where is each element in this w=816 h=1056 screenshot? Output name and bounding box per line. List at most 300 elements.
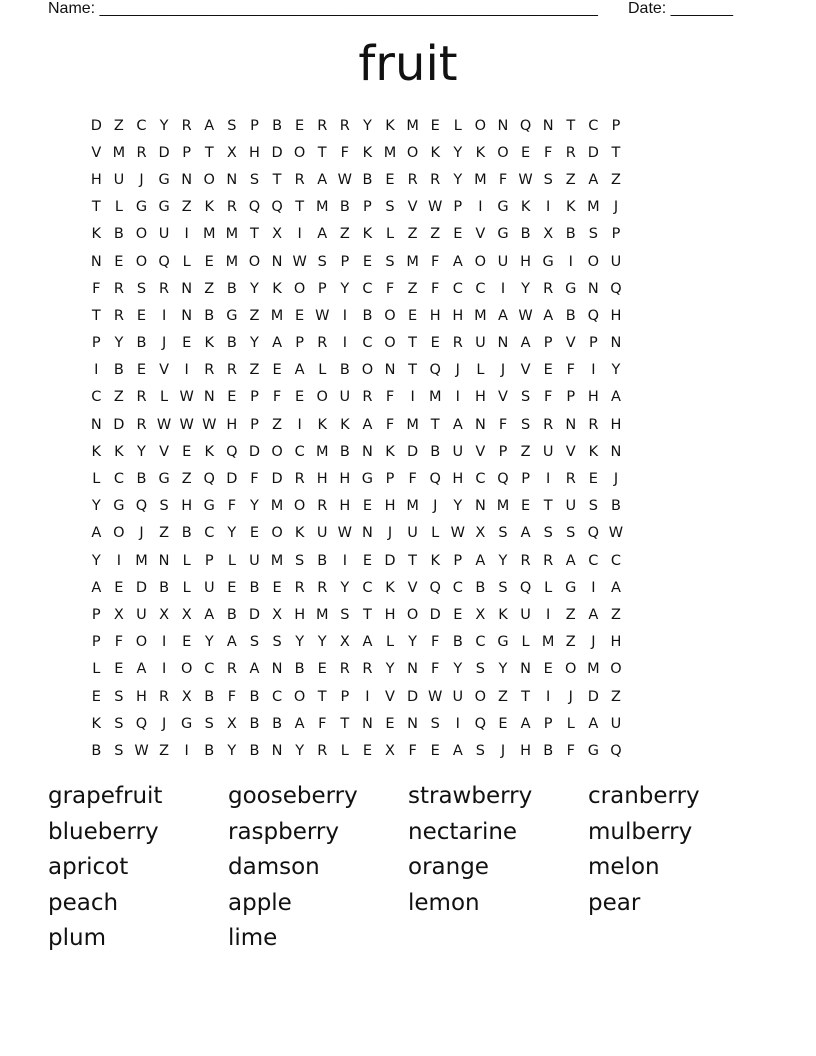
grid-letter: S xyxy=(475,742,485,759)
grid-letter: N xyxy=(90,253,102,270)
grid-letter: O xyxy=(406,606,419,623)
grid-letter: S xyxy=(227,117,237,134)
grid-letter: J xyxy=(387,525,393,542)
grid-letter: N xyxy=(181,280,193,297)
grid-letter: M xyxy=(496,498,510,515)
grid-letter: J xyxy=(500,362,506,379)
grid-letter: A xyxy=(362,634,373,651)
grid-letter: O xyxy=(271,525,283,542)
grid-letter: S xyxy=(566,525,576,542)
grid-letter: C xyxy=(204,525,215,542)
grid-letter: U xyxy=(316,525,328,542)
grid-letter: I xyxy=(500,280,506,297)
grid-letter: G xyxy=(565,579,577,596)
grid-letter: W xyxy=(518,307,533,324)
grid-letter: N xyxy=(158,552,170,569)
grid-letter: D xyxy=(248,606,261,623)
grid-letter: S xyxy=(543,525,553,542)
grid-letter: M xyxy=(587,199,600,216)
grid-letter: B xyxy=(226,606,237,623)
grid-letter: R xyxy=(362,389,373,406)
grid-letter: H xyxy=(339,498,351,515)
grid-letter: Y xyxy=(317,634,327,651)
grid-letter: A xyxy=(317,171,328,188)
grid-letter: V xyxy=(498,389,508,406)
grid-letter: L xyxy=(340,742,349,759)
grid-letter: I xyxy=(161,661,167,678)
grid-letter: J xyxy=(613,471,619,488)
grid-letter: T xyxy=(566,117,576,134)
grid-letter: G xyxy=(361,471,374,488)
grid-letter: P xyxy=(543,335,553,352)
grid-letter: T xyxy=(340,715,350,732)
grid-letter: F xyxy=(566,362,575,379)
grid-letter: M xyxy=(587,661,600,678)
grid-letter: F xyxy=(498,171,508,188)
grid-letter: N xyxy=(497,117,509,134)
grid-letter: K xyxy=(340,416,350,433)
grid-letter: T xyxy=(521,688,530,705)
grid-letter: M xyxy=(225,226,239,243)
grid-letter: A xyxy=(136,661,147,678)
grid-letter: U xyxy=(339,389,351,406)
grid-letter: I xyxy=(297,416,302,433)
grid-letter: B xyxy=(430,443,441,460)
grid-letter: Y xyxy=(498,552,508,569)
grid-letter: M xyxy=(112,144,126,161)
grid-letter: K xyxy=(272,280,282,297)
grid-letter: C xyxy=(362,280,373,297)
grid-letter: E xyxy=(430,742,440,759)
grid-row xyxy=(85,656,740,683)
grid-letter: Z xyxy=(430,226,441,243)
grid-letter: P xyxy=(566,389,576,406)
grid-letter: Y xyxy=(91,498,101,515)
grid-letter: O xyxy=(293,688,306,705)
grid-letter: L xyxy=(92,471,101,488)
grid-letter: X xyxy=(226,144,237,161)
grid-letter: A xyxy=(475,552,486,569)
grid-letter: A xyxy=(588,715,599,732)
word-list-item: raspberry xyxy=(228,818,340,845)
grid-letter: Q xyxy=(135,715,148,732)
grid-letter: O xyxy=(180,661,193,678)
grid-letter: I xyxy=(161,634,167,651)
grid-letter: R xyxy=(226,199,237,216)
grid-letter: R xyxy=(317,742,328,759)
grid-letter: S xyxy=(295,552,305,569)
grid-letter: E xyxy=(385,715,395,732)
grid-row xyxy=(85,221,740,248)
grid-letter: Y xyxy=(611,362,621,379)
grid-letter: B xyxy=(113,362,124,379)
grid-letter: B xyxy=(272,117,283,134)
grid-letter: R xyxy=(565,471,576,488)
word-list-item: damson xyxy=(228,854,320,881)
grid-letter: Z xyxy=(407,226,418,243)
grid-letter: I xyxy=(184,362,189,379)
grid-letter: O xyxy=(293,498,306,515)
grid-letter: X xyxy=(181,688,192,705)
grid-letter: L xyxy=(431,525,440,542)
grid-letter: O xyxy=(135,226,148,243)
grid-letter: X xyxy=(339,634,350,651)
grid-letter: E xyxy=(182,634,192,651)
grid-row xyxy=(85,112,740,139)
grid-letter: A xyxy=(91,525,102,542)
grid-letter: B xyxy=(610,498,621,515)
grid-letter: N xyxy=(90,416,102,433)
grid-letter: N xyxy=(384,362,396,379)
grid-letter: J xyxy=(455,362,460,379)
grid-letter: W xyxy=(428,199,443,216)
grid-letter: N xyxy=(565,416,577,433)
grid-letter: M xyxy=(270,307,284,324)
grid-letter: N xyxy=(407,661,419,678)
grid-letter: R xyxy=(543,552,554,569)
grid-letter: K xyxy=(362,144,373,161)
grid-letter: R xyxy=(294,471,305,488)
grid-letter: Z xyxy=(249,307,260,324)
grid-letter: B xyxy=(294,661,305,678)
grid-letter: J xyxy=(161,715,167,732)
grid-letter: Z xyxy=(339,226,350,243)
grid-letter: M xyxy=(428,389,442,406)
grid-letter: Y xyxy=(250,498,259,515)
grid-letter: R xyxy=(181,117,192,134)
grid-letter: E xyxy=(295,307,305,324)
grid-letter: S xyxy=(543,171,553,188)
grid-letter: B xyxy=(113,226,124,243)
grid-letter: D xyxy=(226,471,238,488)
grid-letter: P xyxy=(182,144,192,161)
grid-row xyxy=(85,710,740,737)
grid-letter: I xyxy=(455,715,460,732)
grid-letter: F xyxy=(272,389,282,406)
grid-letter: K xyxy=(430,552,440,569)
grid-letter: S xyxy=(430,715,440,732)
grid-letter: A xyxy=(452,742,463,759)
grid-letter: I xyxy=(365,688,370,705)
grid-letter: N xyxy=(181,171,193,188)
grid-letter: A xyxy=(294,362,305,379)
grid-row xyxy=(85,166,740,193)
grid-letter: V xyxy=(565,443,576,460)
grid-letter: C xyxy=(475,471,486,488)
grid-letter: B xyxy=(249,742,260,759)
grid-letter: M xyxy=(474,307,487,324)
worksheet-header xyxy=(48,0,748,20)
grid-letter: J xyxy=(161,335,167,352)
grid-letter: R xyxy=(520,552,531,569)
grid-letter: N xyxy=(587,280,599,297)
grid-letter: Y xyxy=(250,280,259,297)
grid-letter: B xyxy=(452,634,463,651)
grid-letter: U xyxy=(475,335,486,352)
grid-letter: E xyxy=(136,307,147,324)
grid-letter: T xyxy=(611,144,621,161)
grid-letter: Y xyxy=(453,498,463,515)
grid-letter: O xyxy=(565,661,577,678)
grid-letter: P xyxy=(340,253,350,270)
grid-letter: A xyxy=(249,661,260,678)
grid-letter: P xyxy=(91,606,101,623)
grid-letter: I xyxy=(546,471,551,488)
grid-letter: T xyxy=(204,144,214,161)
grid-letter: P xyxy=(385,471,395,488)
grid-row xyxy=(85,683,740,710)
grid-letter: C xyxy=(91,389,102,406)
grid-letter: F xyxy=(385,389,395,406)
grid-letter: N xyxy=(271,661,283,678)
grid-letter: M xyxy=(541,634,555,651)
grid-letter: B xyxy=(249,688,260,705)
grid-letter: P xyxy=(91,335,101,352)
grid-row xyxy=(85,275,740,302)
grid-letter: B xyxy=(272,715,283,732)
grid-letter: E xyxy=(295,389,305,406)
grid-letter: R xyxy=(136,389,147,406)
grid-letter: H xyxy=(520,742,532,759)
grid-letter: R xyxy=(113,280,124,297)
grid-letter: L xyxy=(227,552,236,569)
grid-letter: W xyxy=(134,742,149,759)
puzzle-title: fruit xyxy=(358,36,458,92)
grid-letter: P xyxy=(91,634,101,651)
grid-letter: Y xyxy=(453,171,463,188)
grid-letter: N xyxy=(181,307,193,324)
grid-letter: O xyxy=(474,688,487,705)
grid-letter: I xyxy=(546,688,551,705)
grid-row xyxy=(85,601,740,628)
grid-letter: Z xyxy=(181,471,192,488)
grid-letter: O xyxy=(293,144,306,161)
grid-letter: D xyxy=(271,144,283,161)
grid-letter: G xyxy=(542,253,554,270)
grid-letter: E xyxy=(272,579,282,596)
grid-letter: P xyxy=(250,117,259,134)
grid-letter: Z xyxy=(565,634,576,651)
grid-letter: L xyxy=(92,661,101,678)
grid-letter: I xyxy=(161,307,167,324)
grid-letter: U xyxy=(610,715,622,732)
grid-letter: B xyxy=(520,226,531,243)
grid-letter: T xyxy=(408,335,418,352)
grid-letter: E xyxy=(114,661,124,678)
grid-letter: B xyxy=(543,742,554,759)
grid-row xyxy=(85,302,740,329)
grid-letter: K xyxy=(566,199,576,216)
grid-letter: O xyxy=(113,525,125,542)
grid-letter: M xyxy=(225,253,239,270)
grid-letter: A xyxy=(204,606,215,623)
grid-letter: R xyxy=(113,307,124,324)
grid-letter: O xyxy=(406,144,419,161)
grid-letter: V xyxy=(475,443,486,460)
grid-letter: F xyxy=(227,498,237,515)
grid-letter: Y xyxy=(385,661,395,678)
grid-letter: A xyxy=(272,335,282,352)
grid-letter: C xyxy=(588,552,599,569)
grid-letter: B xyxy=(181,525,192,542)
grid-letter: E xyxy=(385,171,395,188)
grid-letter: E xyxy=(136,362,147,379)
grid-letter: E xyxy=(91,688,101,705)
grid-letter: Y xyxy=(340,579,350,596)
grid-letter: X xyxy=(159,606,170,623)
grid-letter: G xyxy=(226,307,238,324)
grid-letter: L xyxy=(453,117,462,134)
grid-letter: B xyxy=(249,579,260,596)
grid-letter: A xyxy=(610,389,621,406)
grid-letter: B xyxy=(136,335,147,352)
grid-letter: T xyxy=(430,416,440,433)
grid-letter: E xyxy=(543,362,553,379)
grid-letter: F xyxy=(227,688,237,705)
grid-letter: M xyxy=(406,416,419,433)
grid-letter: T xyxy=(317,688,327,705)
grid-row xyxy=(85,493,740,520)
grid-letter: Y xyxy=(91,552,101,569)
word-list-item: cranberry xyxy=(588,783,700,809)
grid-letter: S xyxy=(498,525,508,542)
grid-letter: C xyxy=(452,579,463,596)
grid-letter: U xyxy=(407,525,418,542)
grid-letter: H xyxy=(384,606,396,623)
grid-letter: H xyxy=(610,307,622,324)
grid-letter: M xyxy=(315,443,329,460)
grid-letter: A xyxy=(520,335,531,352)
grid-letter: P xyxy=(250,416,259,433)
grid-letter: Z xyxy=(113,117,124,134)
grid-letter: X xyxy=(475,525,486,542)
grid-letter: I xyxy=(546,199,551,216)
grid-letter: P xyxy=(363,199,372,216)
grid-letter: B xyxy=(339,199,350,216)
grid-letter: D xyxy=(407,443,419,460)
grid-letter: I xyxy=(297,226,302,243)
grid-letter: L xyxy=(385,634,395,651)
grid-letter: B xyxy=(204,742,215,759)
grid-letter: X xyxy=(272,606,283,623)
grid-letter: M xyxy=(135,552,148,569)
grid-row xyxy=(85,384,740,411)
grid-letter: Z xyxy=(204,280,215,297)
grid-letter: O xyxy=(135,634,148,651)
grid-letter: D xyxy=(90,117,102,134)
grid-letter: N xyxy=(542,117,554,134)
grid-letter: I xyxy=(94,362,99,379)
grid-letter: S xyxy=(136,280,147,297)
word-list-item: plum xyxy=(48,925,106,952)
grid-letter: N xyxy=(271,742,283,759)
grid-letter: K xyxy=(385,579,395,596)
grid-letter: Y xyxy=(521,280,530,297)
grid-letter: D xyxy=(248,443,261,460)
grid-letter: M xyxy=(406,117,419,134)
grid-letter: X xyxy=(385,742,395,759)
grid-letter: V xyxy=(159,362,170,379)
grid-letter: G xyxy=(135,199,148,216)
grid-letter: S xyxy=(249,171,260,188)
grid-letter: W xyxy=(337,525,352,542)
grid-letter: U xyxy=(158,226,170,243)
grid-letter: N xyxy=(474,416,486,433)
grid-letter: Z xyxy=(498,688,508,705)
grid-letter: F xyxy=(431,280,440,297)
grid-letter: R xyxy=(317,117,328,134)
grid-letter: Z xyxy=(181,199,192,216)
grid-letter: E xyxy=(430,117,440,134)
grid-letter: N xyxy=(610,443,622,460)
grid-letter: D xyxy=(271,471,283,488)
grid-letter: C xyxy=(475,280,486,297)
grid-letter: B xyxy=(226,335,237,352)
grid-letter: R xyxy=(362,661,373,678)
grid-letter: T xyxy=(295,199,305,216)
grid-letter: A xyxy=(498,307,508,324)
grid-letter: K xyxy=(204,443,215,460)
grid-letter: D xyxy=(384,552,396,569)
grid-letter: O xyxy=(610,661,622,678)
grid-letter: R xyxy=(226,362,237,379)
grid-letter: R xyxy=(136,144,147,161)
word-list-item: apple xyxy=(228,889,292,916)
grid-letter: G xyxy=(497,226,509,243)
grid-letter: H xyxy=(249,144,260,161)
grid-letter: A xyxy=(317,226,328,243)
grid-letter: H xyxy=(520,253,532,270)
grid-letter: O xyxy=(497,144,509,161)
grid-letter: I xyxy=(568,253,573,270)
grid-letter: J xyxy=(500,742,506,759)
grid-letter: Y xyxy=(159,117,169,134)
grid-letter: A xyxy=(204,117,215,134)
grid-letter: H xyxy=(226,416,238,433)
grid-letter: U xyxy=(520,606,531,623)
grid-letter: Y xyxy=(137,443,146,460)
grid-letter: E xyxy=(295,117,305,134)
grid-letter: B xyxy=(565,226,576,243)
grid-letter: F xyxy=(92,280,101,297)
grid-letter: L xyxy=(160,389,169,406)
grid-letter: I xyxy=(546,606,551,623)
grid-letter: O xyxy=(587,253,600,270)
grid-letter: Q xyxy=(474,715,487,732)
grid-letter: C xyxy=(362,335,373,352)
grid-letter: V xyxy=(385,688,395,705)
grid-letter: A xyxy=(452,416,463,433)
grid-row xyxy=(85,737,740,764)
grid-letter: B xyxy=(362,307,373,324)
grid-letter: I xyxy=(478,199,483,216)
grid-letter: F xyxy=(544,389,553,406)
grid-letter: H xyxy=(384,498,396,515)
grid-letter: J xyxy=(613,199,619,216)
grid-letter: N xyxy=(520,661,531,678)
grid-letter: S xyxy=(385,253,395,270)
grid-letter: F xyxy=(498,416,508,433)
grid-letter: A xyxy=(543,307,554,324)
word-list-item: gooseberry xyxy=(228,783,358,809)
grid-letter: U xyxy=(497,253,509,270)
grid-letter: C xyxy=(610,552,622,569)
grid-letter: H xyxy=(90,171,102,188)
grid-letter: K xyxy=(430,144,440,161)
grid-letter: R xyxy=(588,416,599,433)
grid-letter: H xyxy=(181,498,193,515)
grid-letter: R xyxy=(339,661,350,678)
